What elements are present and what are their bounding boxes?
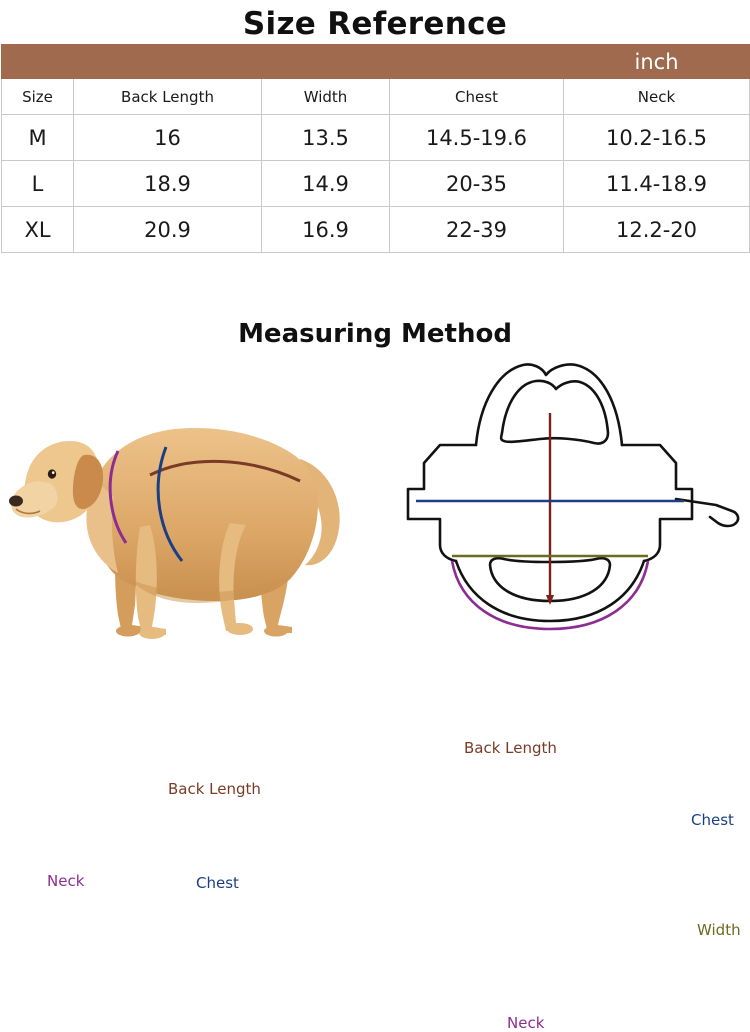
table-unit-row (2, 45, 750, 79)
cell-width: 16.9 (262, 207, 390, 253)
dog-body-shape (9, 428, 340, 639)
garment-back-length-label: Back Length (464, 739, 557, 757)
table-row (2, 115, 750, 161)
table-row (2, 207, 750, 253)
dog-neck-label: Neck (47, 872, 85, 890)
column-header-width: Width (262, 79, 390, 115)
cell-neck: 10.2-16.5 (564, 115, 750, 161)
measuring-diagram-area (0, 329, 750, 1032)
cell-width: 14.9 (262, 161, 390, 207)
cell-back-length: 18.9 (74, 161, 262, 207)
garment-width-label: Width (697, 921, 741, 939)
cell-neck: 12.2-20 (564, 207, 750, 253)
table-header-row (2, 79, 750, 115)
garment-chest-label: Chest (691, 811, 734, 829)
column-header-chest: Chest (390, 79, 564, 115)
size-table-container (0, 44, 750, 253)
unit-label: inch (564, 45, 750, 79)
unit-row-filler (2, 45, 564, 79)
garment-neck-label: Neck (507, 1014, 545, 1032)
cell-chest: 14.5-19.6 (390, 115, 564, 161)
cell-size: L (2, 161, 74, 207)
cell-neck: 11.4-18.9 (564, 161, 750, 207)
cell-back-length: 20.9 (74, 207, 262, 253)
column-header-neck: Neck (564, 79, 750, 115)
section-title-measuring-method: Measuring Method (238, 319, 512, 349)
dog-measuring-illustration (0, 329, 380, 892)
cell-width: 13.5 (262, 115, 390, 161)
cell-chest: 22-39 (390, 207, 564, 253)
dog-chest-label: Chest (196, 874, 239, 892)
size-reference-table (1, 44, 750, 253)
column-header-back-length: Back Length (74, 79, 262, 115)
cell-size: M (2, 115, 74, 161)
cell-size: XL (2, 207, 74, 253)
garment-measuring-diagram (380, 329, 750, 1032)
dog-back-length-label: Back Length (168, 780, 261, 798)
cell-back-length: 16 (74, 115, 262, 161)
cell-chest: 20-35 (390, 161, 564, 207)
column-header-size: Size (2, 79, 74, 115)
table-row (2, 161, 750, 207)
page-title: Size Reference (242, 6, 508, 42)
